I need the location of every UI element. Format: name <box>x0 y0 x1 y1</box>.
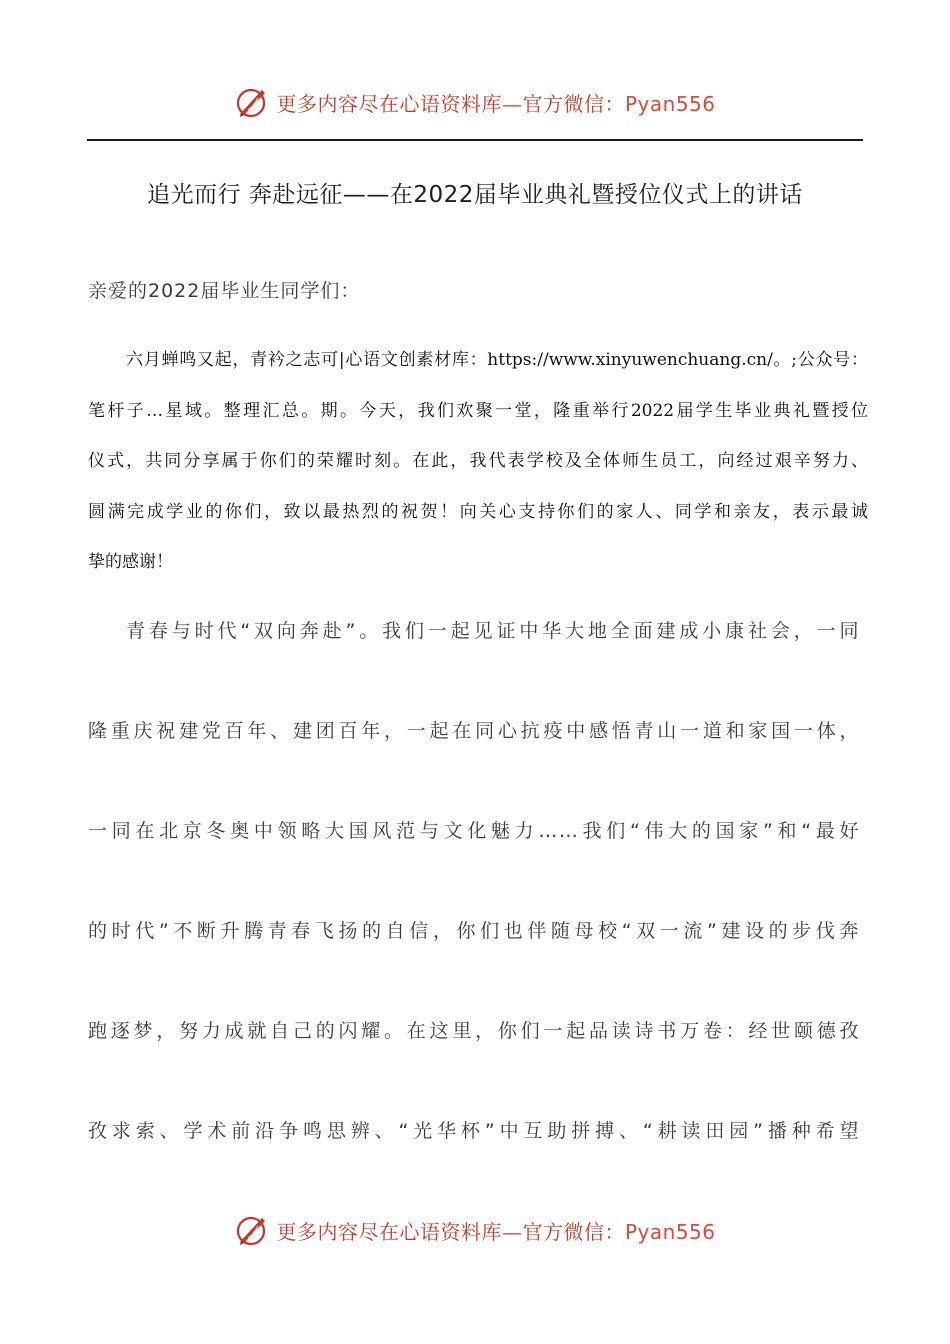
paragraph-2-line: 一同在北京冬奥中领略大国风范与文化魅力……我们“伟大的国家”和“最好 <box>88 820 860 842</box>
paragraph-2-line: 孜求索、学术前沿争鸣思辨、“光华杯”中互助拼搏、“耕读田园”播种希望 <box>88 1120 860 1142</box>
footer-banner-label: 更多内容尽在心语资料库—官方微信： <box>276 1219 625 1244</box>
paragraph-1-line: 笔杆子…星域。整理汇总。期。今天，我们欢聚一堂，隆重举行2022届学生毕业典礼暨授位 <box>88 400 868 421</box>
salutation: 亲爱的2022届毕业生同学们： <box>88 280 361 302</box>
paragraph-1-line: 挚的感谢！ <box>88 552 173 572</box>
footer-banner-text <box>276 1216 715 1245</box>
paragraph-2-line: 跑逐梦，努力成就自己的闪耀。在这里，你们一起品读诗书万卷：经世颐德孜 <box>88 1020 860 1042</box>
header-banner-label: 更多内容尽在心语资料库—官方微信： <box>276 91 625 116</box>
quill-pen-logo-icon <box>234 84 270 120</box>
paragraph-2 <box>88 616 860 1216</box>
header-banner-wechat-id: Pyan556 <box>624 91 716 116</box>
paragraph-2-line: 青春与时代“双向奔赴”。我们一起见证中华大地全面建成小康社会，一同 <box>126 620 860 642</box>
paragraph-1-line: 六月蝉鸣又起，青衿之志可|心语文创素材库：https://www.xinyuwenchuang.cn/。;公众号： <box>126 350 868 370</box>
header-banner <box>0 82 950 122</box>
document-title: 追光而行 奔赴远征——在2022届毕业典礼暨授位仪式上的讲话 <box>147 182 803 208</box>
paragraph-2-line: 的时代”不断升腾青春飞扬的自信，你们也伴随母校“双一流”建设的步伐奔 <box>88 920 860 942</box>
header-banner-text <box>276 88 715 117</box>
paragraph-1 <box>88 345 868 598</box>
footer-banner <box>0 1210 950 1250</box>
header-divider <box>87 139 863 141</box>
paragraph-2-line: 隆重庆祝建党百年、建团百年，一起在同心抗疫中感悟青山一道和家国一体， <box>88 720 860 742</box>
paragraph-1-line: 圆满完成学业的你们，致以最热烈的祝贺！向关心支持你们的家人、同学和亲友，表示最诚 <box>88 501 868 522</box>
paragraph-1-line: 仪式，共同分享属于你们的荣耀时刻。在此，我代表学校及全体师生员工，向经过艰辛努力、 <box>88 451 868 471</box>
footer-banner-wechat-id: Pyan556 <box>624 1219 716 1244</box>
quill-pen-logo-icon <box>234 1212 270 1248</box>
